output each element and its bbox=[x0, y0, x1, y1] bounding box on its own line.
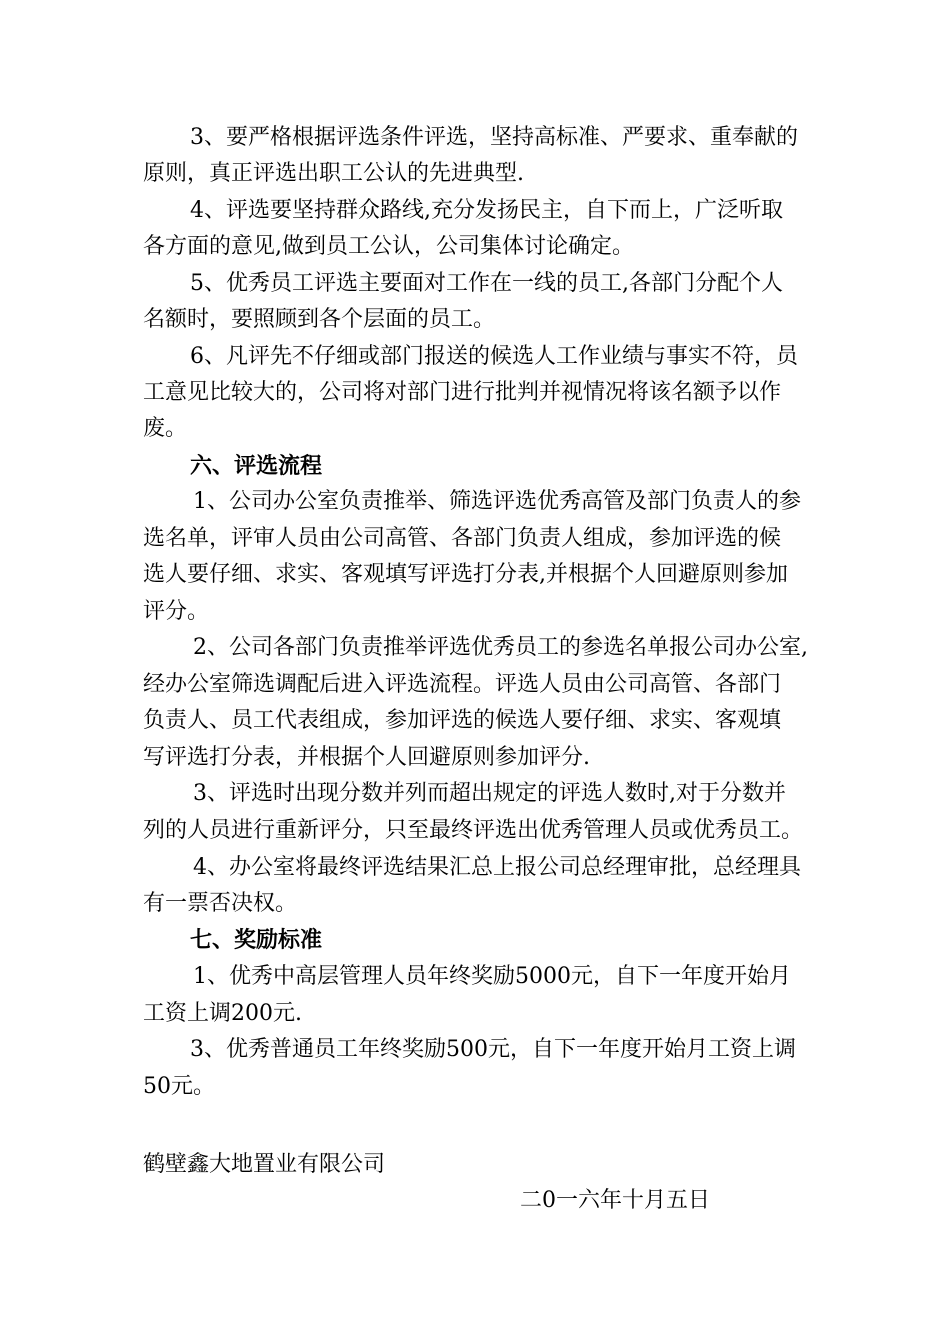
section-heading: 六、评选流程 bbox=[190, 454, 323, 479]
paragraph-line: 3、评选时出现分数并列而超出规定的评选人数时,对于分数并 bbox=[193, 781, 786, 806]
paragraph-line: 工资上调200元. bbox=[143, 1001, 302, 1026]
paragraph-line: 有一票否决权。 bbox=[143, 891, 298, 916]
paragraph-line: 4、办公室将最终评选结果汇总上报公司总经理审批，总经理具 bbox=[193, 855, 801, 880]
paragraph-line: 1、公司办公室负责推举、筛选评选优秀高管及部门负责人的参 bbox=[193, 489, 801, 514]
company-signature: 鹤壁鑫大地置业有限公司 bbox=[143, 1152, 386, 1177]
paragraph-line: 废。 bbox=[143, 416, 188, 441]
section-heading: 七、奖励标准 bbox=[190, 928, 323, 953]
paragraph-line: 工意见比较大的，公司将对部门进行批判并视情况将该名额予以作 bbox=[143, 380, 782, 405]
paragraph-line: 2、公司各部门负责推举评选优秀员工的参选名单报公司办公室, bbox=[193, 635, 808, 660]
paragraph-line: 经办公室筛选调配后进入评选流程。评选人员由公司高管、各部门 bbox=[143, 672, 782, 697]
paragraph-line: 写评选打分表，并根据个人回避原则参加评分. bbox=[143, 745, 590, 770]
paragraph-line: 4、评选要坚持群众路线,充分发扬民主，自下而上，广泛听取 bbox=[190, 198, 783, 223]
paragraph-line: 50元。 bbox=[143, 1074, 215, 1099]
document-date: 二0一六年十月五日 bbox=[520, 1188, 710, 1213]
paragraph-line: 3、要严格根据评选条件评选，坚持高标准、严要求、重奉献的 bbox=[190, 125, 798, 150]
paragraph-line: 原则，真正评选出职工公认的先进典型. bbox=[143, 161, 524, 186]
paragraph-line: 6、凡评先不仔细或部门报送的候选人工作业绩与事实不符，员 bbox=[190, 344, 798, 369]
paragraph-line: 1、优秀中高层管理人员年终奖励5000元，自下一年度开始月 bbox=[193, 964, 791, 989]
paragraph-line: 名额时，要照顾到各个层面的员工。 bbox=[143, 307, 496, 332]
paragraph-line: 5、优秀员工评选主要面对工作在一线的员工,各部门分配个人 bbox=[190, 271, 783, 296]
paragraph-line: 列的人员进行重新评分，只至最终评选出优秀管理人员或优秀员工。 bbox=[143, 818, 804, 843]
paragraph-line: 各方面的意见,做到员工公认，公司集体讨论确定。 bbox=[143, 234, 634, 259]
paragraph-line: 选人要仔细、求实、客观填写评选打分表,并根据个人回避原则参加 bbox=[143, 562, 788, 587]
paragraph-line: 选名单，评审人员由公司高管、各部门负责人组成，参加评选的候 bbox=[143, 526, 782, 551]
paragraph-line: 3、优秀普通员工年终奖励500元，自下一年度开始月工资上调 bbox=[190, 1037, 796, 1062]
paragraph-line: 评分。 bbox=[143, 599, 210, 624]
paragraph-line: 负责人、员工代表组成，参加评选的候选人要仔细、求实、客观填 bbox=[143, 708, 782, 733]
